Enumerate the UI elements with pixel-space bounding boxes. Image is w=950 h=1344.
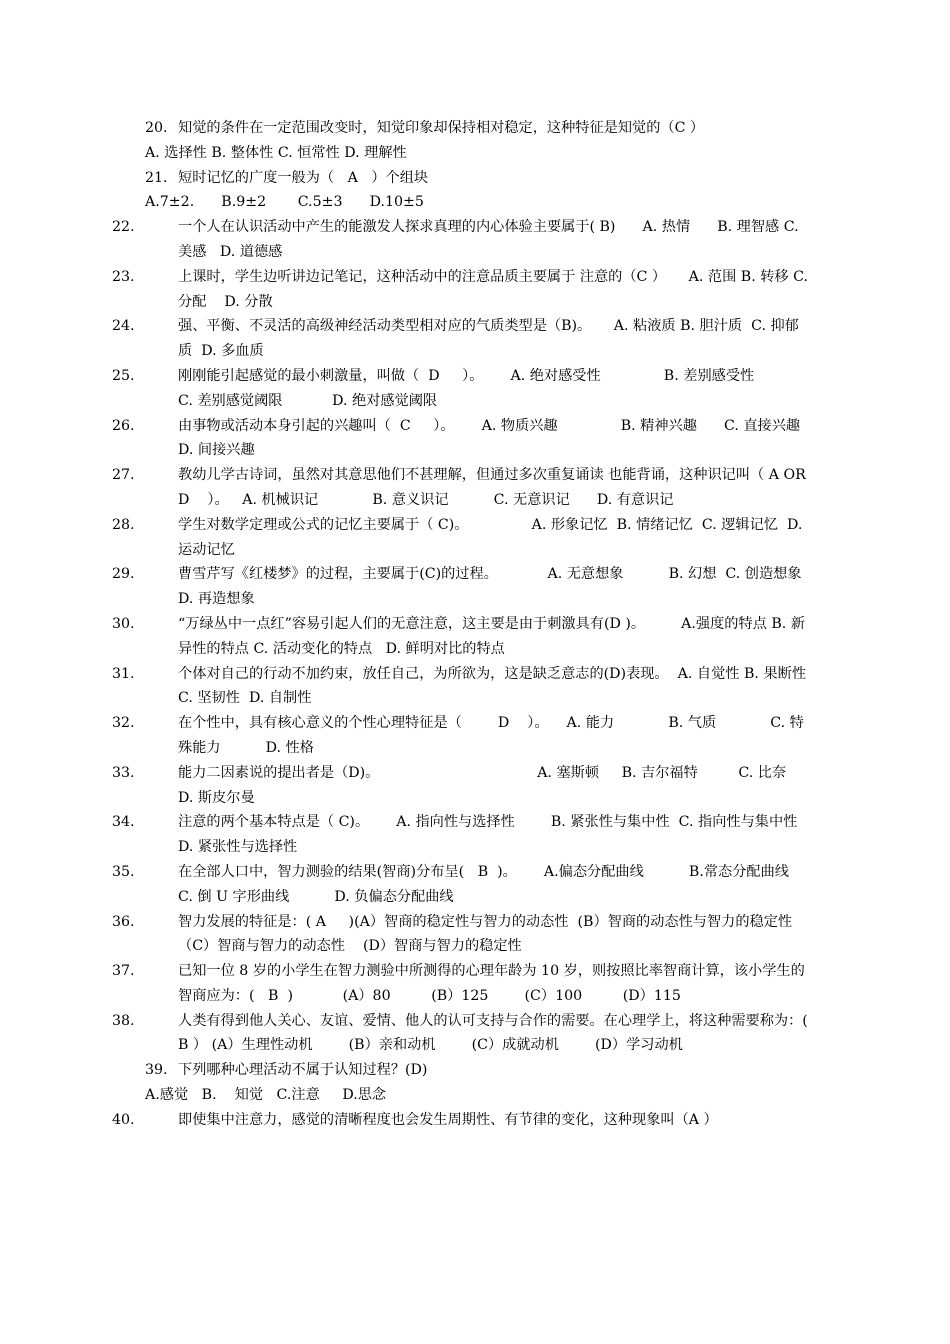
document-page [112, 116, 864, 1133]
question-32: 32. 在个性中，具有核心意义的个性心理特征是（ D ）。 A. 能力 B. 气质 C. 特殊能力 D. 性格 [112, 715, 804, 756]
question-24: 24. 强、平衡、不灵活的高级神经活动类型相对应的气质类型是（B)。 A. 粘液质 B. 胆汁质 C. 抑郁质 D. 多血质 [112, 318, 799, 360]
question-text: 智力发展的特征是：( A )(A）智商的稳定性与智力的动态性 (B）智商的动态性与智力的稳定性（C）智商与智力的动态性 (D）智商与智力的稳定性 [178, 913, 793, 955]
question-22: 22. 一个人在认识活动中产生的能激发人探求真理的内心体验主要属于( B) A. 热情 B. 理智感 C. 美感 D. 道德感 [112, 219, 804, 260]
question-text: 个体对自己的行动不加约束，放任自己，为所欲为，这是缺乏意志的(D)表现。 A. 自觉性 B. 果断性 C. 坚韧性 D. 自制性 [178, 665, 816, 707]
question-36: 36. 智力发展的特征是：( A )(A）智商的稳定性与智力的动态性 (B）智商的动态性与智力的稳定性（C）智商与智力的动态性 (D）智商与智力的稳定性 [112, 913, 793, 955]
question-25: 25. 刚刚能引起感觉的最小刺激量，叫做（ D ）。 A. 绝对感受性 B. 差别感受性 C. 差别感觉阈限 D. 绝对感觉阈限 [112, 367, 800, 409]
question-text: 注意的两个基本特点是（ C)。 A. 指向性与选择性 B. 紧张性与集中性 C. 指向性与集中性 D. 紧张性与选择性 [178, 814, 820, 856]
question-text: 一个人在认识活动中产生的能激发人探求真理的内心体验主要属于( B) A. 热情 B. 理智感 C. 美感 D. 道德感 [178, 219, 804, 260]
question-29: 29. 曹雪芹写《红楼梦》的过程，主要属于(C)的过程。 A. 无意想象 B. 幻想 C. 创造想象 D. 再造想象 [112, 566, 834, 608]
question-23: 23. 上课时，学生边听讲边记笔记，这种活动中的注意品质主要属于 注意的（C ） A. 范围 B. 转移 C. 分配 D. 分散 [112, 268, 813, 310]
question-text: 上课时，学生边听讲边记笔记，这种活动中的注意品质主要属于 注意的（C ） A. 范围 B. 转移 C. 分配 D. 分散 [178, 268, 813, 310]
question-text: 下列哪种心理活动不属于认知过程？(D) [178, 1062, 428, 1079]
question-35: 35. 在全部人口中，智力测验的结果(智商)分布呈( B )。 A.偏态分配曲线 B.常态分配曲线 C. 倒 U 字形曲线 D. 负偏态分配曲线 [112, 863, 817, 905]
question-text: 在个性中，具有核心意义的个性心理特征是（ D ）。 A. 能力 B. 气质 C. 特殊能力 D. 性格 [178, 715, 804, 756]
question-21-options: A.7±2. B.9±2 C.5±3 D.10±5 [145, 194, 424, 211]
question-31: 31. 个体对自己的行动不加约束，放任自己，为所欲为，这是缺乏意志的(D)表现。 A. 自觉性 B. 果断性 C. 坚韧性 D. 自制性 [112, 665, 816, 707]
question-33: 33. 能力二因素说的提出者是（D)。 A. 塞斯顿 B. 吉尔福特 C. 比奈 D. 斯皮尔曼 [112, 764, 818, 806]
question-28: 28. 学生对数学定理或公式的记忆主要属于（ C)。 A. 形象记忆 B. 情绪记忆 C. 逻辑记忆 D. 运动记忆 [112, 516, 807, 558]
question-text: 刚刚能引起感觉的最小刺激量，叫做（ D ）。 A. 绝对感受性 B. 差别感受性 C. 差别感觉阈限 D. 绝对感觉阈限 [178, 367, 800, 409]
question-26: 26. 由事物或活动本身引起的兴趣叫（ C ）。 A. 物质兴趣 B. 精神兴趣 C. 直接兴趣 D. 间接兴趣 [112, 417, 864, 459]
question-text: 即使集中注意力，感觉的清晰程度也会发生周期性、有节律的变化，这种现象叫（A ） [178, 1111, 718, 1128]
question-20-options: A. 选择性 B. 整体性 C. 恒常性 D. 理解性 [145, 144, 407, 161]
question-text: 短时记忆的广度一般为（ A ）个组块 [178, 169, 429, 186]
question-text: 能力二因素说的提出者是（D)。 A. 塞斯顿 B. 吉尔福特 C. 比奈 D. 斯皮尔曼 [178, 764, 818, 806]
question-text: “万绿丛中一点红”容易引起人们的无意注意，这主要是由于刺激具有(D )。 A.强度的特点 B. 新异性的特点 C. 活动变化的特点 D. 鲜明对比的特点 [178, 615, 806, 657]
question-text: 已知一位 8 岁的小学生在智力测验中所测得的心理年龄为 10 岁，则按照比率智商计算，该小学生的智商应为：( B ) (A）80 (B）125 (C）100 (D）115 [178, 963, 805, 1004]
question-text: 人类有得到他人关心、友谊、爱情、他人的认可支持与合作的需要。在心理学上，将这种需要称为：( B ） (A）生理性动机 (B）亲和动机 (C）成就动机 (D）学习动机 [178, 1012, 813, 1054]
question-text: 曹雪芹写《红楼梦》的过程，主要属于(C)的过程。 A. 无意想象 B. 幻想 C. 创造想象 D. 再造想象 [178, 566, 834, 608]
question-20: 20. 知觉的条件在一定范围改变时，知觉印象却保持相对稳定，这种特征是知觉的（C ） [145, 120, 705, 136]
question-text: 知觉的条件在一定范围改变时，知觉印象却保持相对稳定，这种特征是知觉的（C ） [178, 120, 705, 136]
question-text: 教幼儿学古诗词，虽然对其意思他们不甚理解，但通过多次重复诵读 也能背诵，这种识记叫（ A OR D ）。 A. 机械识记 B. 意义识记 C. 无意识记 D. 有意识记 [178, 467, 811, 508]
question-30: 30. “万绿丛中一点红”容易引起人们的无意注意，这主要是由于刺激具有(D )。 A.强度的特点 B. 新异性的特点 C. 活动变化的特点 D. 鲜明对比的特点 [112, 615, 806, 657]
question-21: 21. 短时记忆的广度一般为（ A ）个组块 [145, 169, 429, 186]
question-40: 40. 即使集中注意力，感觉的清晰程度也会发生周期性、有节律的变化，这种现象叫（A ） [112, 1111, 718, 1128]
question-text: 学生对数学定理或公式的记忆主要属于（ C)。 A. 形象记忆 B. 情绪记忆 C. 逻辑记忆 D. 运动记忆 [178, 516, 807, 558]
question-38: 38. 人类有得到他人关心、友谊、爱情、他人的认可支持与合作的需要。在心理学上，将这种需要称为：( B ） (A）生理性动机 (B）亲和动机 (C）成就动机 (D）学习动机 [112, 1012, 813, 1054]
question-39-options: A.感觉 B. 知觉 C.注意 D.思念 [145, 1087, 387, 1104]
question-37: 37. 已知一位 8 岁的小学生在智力测验中所测得的心理年龄为 10 岁，则按照比率智商计算，该小学生的智商应为：( B ) (A）80 (B）125 (C）100 (D）115 [112, 963, 805, 1004]
question-27: 27. 教幼儿学古诗词，虽然对其意思他们不甚理解，但通过多次重复诵读 也能背诵，这种识记叫（ A OR D ）。 A. 机械识记 B. 意义识记 C. 无意识记 D. 有意识记 [112, 467, 811, 508]
question-39: 39. 下列哪种心理活动不属于认知过程？(D) [145, 1062, 428, 1079]
question-text: 强、平衡、不灵活的高级神经活动类型相对应的气质类型是（B)。 A. 粘液质 B. 胆汁质 C. 抑郁质 D. 多血质 [178, 318, 799, 360]
question-34: 34. 注意的两个基本特点是（ C)。 A. 指向性与选择性 B. 紧张性与集中性 C. 指向性与集中性 D. 紧张性与选择性 [112, 814, 820, 856]
question-text: 由事物或活动本身引起的兴趣叫（ C ）。 A. 物质兴趣 B. 精神兴趣 C. 直接兴趣 D. 间接兴趣 [178, 417, 864, 459]
question-text: 在全部人口中，智力测验的结果(智商)分布呈( B )。 A.偏态分配曲线 B.常态分配曲线 C. 倒 U 字形曲线 D. 负偏态分配曲线 [178, 863, 817, 905]
